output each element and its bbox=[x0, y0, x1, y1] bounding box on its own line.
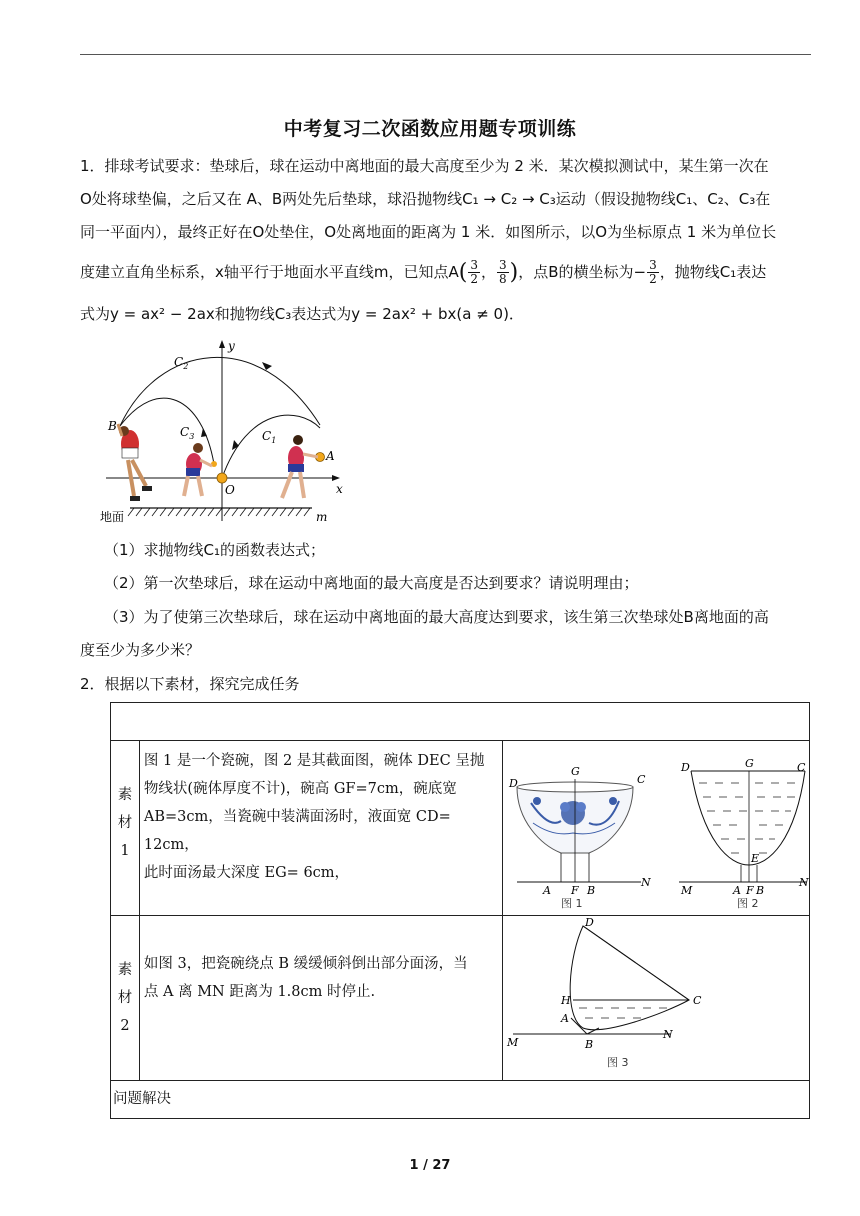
paren-close: ) bbox=[509, 260, 519, 285]
q1-line-4-b: ，点B的横坐标为− bbox=[518, 263, 647, 281]
player-b-figure bbox=[118, 424, 152, 501]
fraction-b-x: $\frac{3}{2}$ bbox=[649, 258, 657, 286]
svg-text:B: B bbox=[584, 1038, 594, 1051]
svg-text:G: G bbox=[744, 757, 754, 770]
q1-line-2: O处将球垫偏，之后又在 A、B两处先后垫球，球沿抛物线C₁ → C₂ → C₃运动（假设抛物线C₁、C₂、C₃在 bbox=[80, 190, 771, 208]
label-b: B bbox=[108, 419, 117, 433]
header-rule bbox=[80, 54, 811, 55]
liquid-dashes bbox=[699, 783, 795, 853]
svg-text:D: D bbox=[680, 761, 690, 774]
svg-text:N: N bbox=[798, 876, 809, 889]
table-header-row bbox=[111, 703, 810, 741]
svg-text:D: D bbox=[584, 916, 594, 929]
svg-text:F: F bbox=[570, 884, 579, 897]
label-a: A bbox=[326, 449, 335, 463]
material-2-figure bbox=[502, 916, 809, 1081]
svg-text:B: B bbox=[755, 884, 765, 897]
label-c1: $C_1$ bbox=[262, 429, 277, 445]
player-middle-figure bbox=[184, 443, 212, 496]
figure-2-caption: 图 2 bbox=[736, 897, 759, 910]
paren-open: ( bbox=[458, 260, 468, 285]
label-o: O bbox=[225, 483, 235, 497]
q1-line-4: 度建立直角坐标系，x轴平行于地面水平直线m，已知点A( $\frac{3}{2}$ ， $\frac{3}{8}$ )，点B的横坐标为− $\frac{3}{2}$ ，抛物线C₁表达 bbox=[80, 258, 767, 286]
svg-text:M: M bbox=[506, 1036, 519, 1049]
q1-sub-3-b: 度至少为多少米？ bbox=[80, 641, 201, 659]
svg-text:B: B bbox=[586, 884, 596, 897]
q1-sub-2: （2）第一次垫球后，球在运动中离地面的最大高度是否达到要求？请说明理由； bbox=[104, 574, 639, 592]
label-m: m bbox=[316, 510, 328, 524]
q1-sub-1: （1）求抛物线C₁的函数表达式； bbox=[104, 541, 326, 559]
label-x: x bbox=[336, 482, 343, 496]
material-1-figures bbox=[502, 741, 809, 916]
curve-c2 bbox=[120, 357, 320, 426]
svg-text:C: C bbox=[796, 761, 806, 774]
svg-text:F: F bbox=[745, 884, 754, 897]
figure-3-caption: 图 3 bbox=[606, 1056, 629, 1069]
label-ground: 地面 bbox=[100, 510, 125, 524]
label-c3: $C_3$ bbox=[180, 425, 195, 441]
material-1-text: 图 1 是一个瓷碗，图 2 是其截面图，碗体 DEC 呈抛 物线状(碗体厚度不计)，碗高 GF=7cm，碗底宽 AB=3cm，当瓷碗中装满面汤时，液面宽 CD= 12cm， 此时面汤最大深度 EG= 6cm， bbox=[139, 741, 502, 916]
label-y: y bbox=[228, 339, 235, 353]
svg-text:A: A bbox=[560, 1012, 569, 1025]
bowl-figures-1-2 bbox=[503, 741, 809, 911]
svg-text:H: H bbox=[560, 994, 571, 1007]
player-a-figure bbox=[282, 435, 318, 498]
svg-text:A: A bbox=[732, 884, 741, 897]
svg-text:G: G bbox=[570, 765, 580, 778]
ground-hatch bbox=[128, 508, 310, 516]
svg-text:C: C bbox=[636, 773, 646, 786]
q1-line-4-a: 度建立直角坐标系，x轴平行于地面水平直线m，已知点A bbox=[80, 263, 459, 281]
q1-line-1: 1．排球考试要求：垫球后，球在运动中离地面的最大高度至少为 2 米．某次模拟测试中，某生第一次在 bbox=[80, 157, 769, 175]
material-1-label: 素 材 1 bbox=[111, 741, 140, 916]
q1-line-5: 式为y = ax² − 2ax和抛物线C₃表达式为y = 2ax² + bx(a ≠ 0)． bbox=[80, 305, 524, 323]
svg-text:M: M bbox=[680, 884, 693, 897]
document-title: 中考复习二次函数应用题专项训练 bbox=[283, 118, 577, 140]
ball-o bbox=[217, 473, 227, 483]
q2-intro: 2．根据以下素材，探究完成任务 bbox=[80, 675, 300, 693]
q1-sub-3-a: （3）为了使第三次垫球后，球在运动中离地面的最大高度达到要求，该生第三次垫球处B离地面的高 bbox=[104, 608, 769, 626]
figure-3-tilted-bowl bbox=[503, 916, 809, 1076]
svg-text:A: A bbox=[542, 884, 551, 897]
svg-text:N: N bbox=[662, 1028, 673, 1041]
tilted-liquid-dashes bbox=[579, 1008, 667, 1018]
figure-2-section bbox=[679, 757, 809, 910]
problem-solving-row: 问题解决 bbox=[111, 1081, 810, 1119]
material-2-text: 如图 3，把瓷碗绕点 B 缓缓倾斜倒出部分面汤，当 点 A 离 MN 距离为 1.8cm 时停止. bbox=[139, 916, 502, 1081]
q1-line-3: 同一平面内），最终正好在O处垫住，O处离地面的距离为 1 米．如图所示，以O为坐标原点 1 米为单位长 bbox=[80, 223, 777, 241]
volleyball-figure bbox=[98, 336, 358, 528]
svg-text:C: C bbox=[692, 994, 702, 1007]
material-2-label: 素 材 2 bbox=[111, 916, 140, 1081]
q1-line-4-c: ，抛物线C₁表达 bbox=[659, 263, 767, 281]
materials-table bbox=[110, 702, 810, 1119]
label-c2: $C_2$ bbox=[174, 355, 189, 371]
page-number: 1 / 27 bbox=[409, 1158, 451, 1173]
fraction-a-x: $\frac{3}{2}$ bbox=[470, 258, 478, 286]
svg-text:E: E bbox=[750, 852, 760, 865]
figure-1-bowl bbox=[508, 765, 651, 910]
fraction-a-y: $\frac{3}{8}$ bbox=[499, 258, 507, 286]
figure-1-caption: 图 1 bbox=[560, 897, 583, 910]
svg-text:N: N bbox=[640, 876, 651, 889]
svg-text:D: D bbox=[508, 777, 518, 790]
